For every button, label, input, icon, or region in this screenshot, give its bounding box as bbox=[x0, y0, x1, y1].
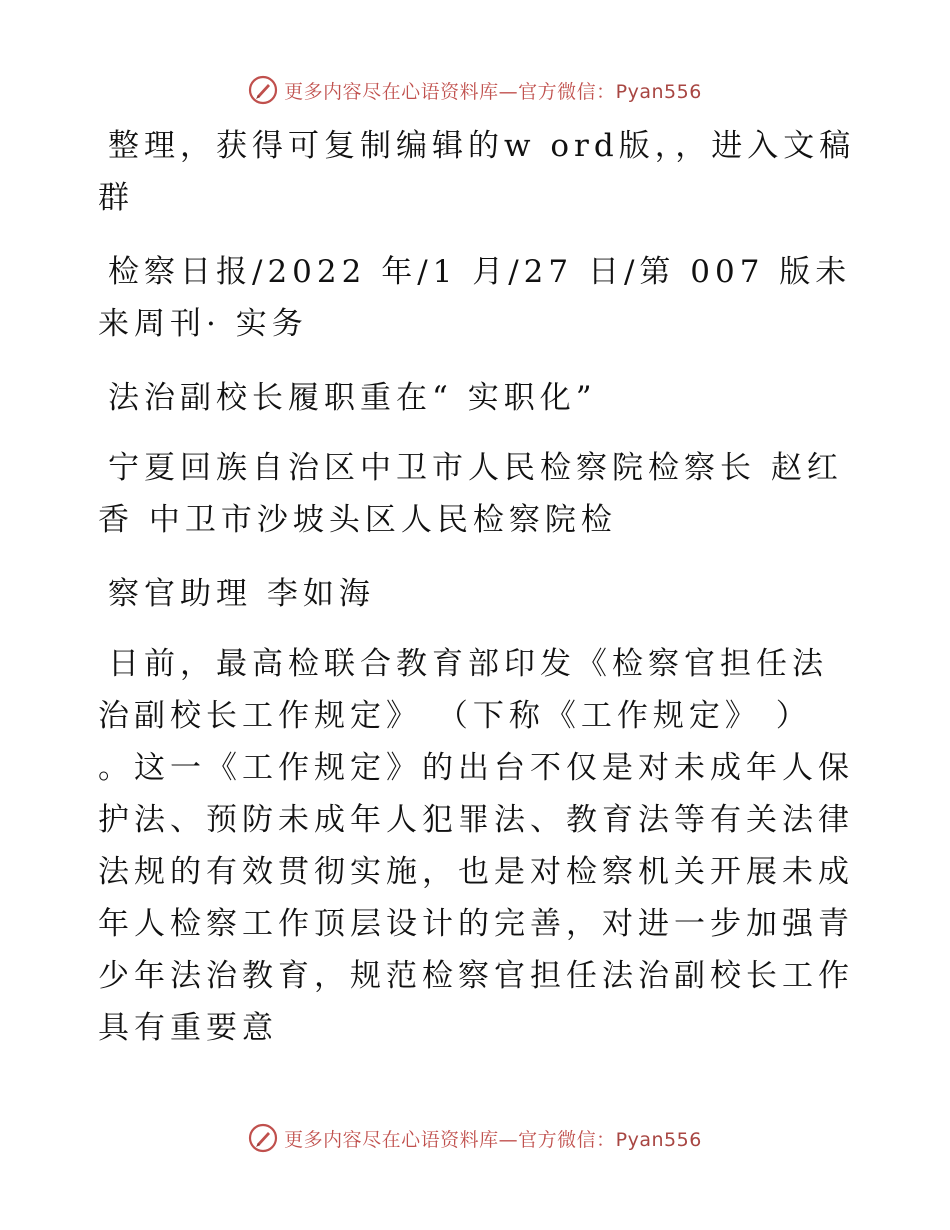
document-body bbox=[98, 120, 858, 1076]
watermark-text: 更多内容尽在心语资料库—官方微信：Pyan556 bbox=[284, 1128, 702, 1151]
article-title: 法治副校长履职重在“ 实职化” bbox=[108, 380, 597, 416]
feather-pen-logo-icon bbox=[248, 75, 278, 105]
paragraph-body: 日前，最高检联合教育部印发《检察官担任法治副校长工作规定》 （下称《工作规定》 ） 。这一《工作规定》的出台不仅是对未成年人保护法、预防未成年人犯罪法、教育法等有关法律法规的有效贯彻实施，也是对检察机关开展未成年人检察工作顶层设计的完善，对进一步加强青少年法治教育，规范检察官担任法治副校长工作具有重要意 bbox=[98, 646, 854, 1046]
paragraph-intro: 整理，获得可复制编辑的w ord版，，进入文稿群 bbox=[98, 128, 856, 216]
wechat-id: Pyan556 bbox=[615, 1128, 702, 1151]
paragraph-coauthor: 察官助理 李如海 bbox=[108, 576, 375, 612]
footer-watermark bbox=[0, 1118, 950, 1158]
paragraph-authors: 宁夏回族自治区中卫市人民检察院检察长 赵红香 中卫市沙坡头区人民检察院检 bbox=[98, 450, 843, 538]
feather-pen-logo-icon bbox=[248, 1123, 278, 1153]
watermark-text: 更多内容尽在心语资料库—官方微信：Pyan556 bbox=[284, 80, 702, 103]
wechat-id: Pyan556 bbox=[615, 80, 702, 103]
header-watermark bbox=[0, 70, 950, 110]
paragraph-source: 检察日报/2022 年/1 月/27 日/第 007 版未来周刊· 实务 bbox=[98, 254, 852, 342]
